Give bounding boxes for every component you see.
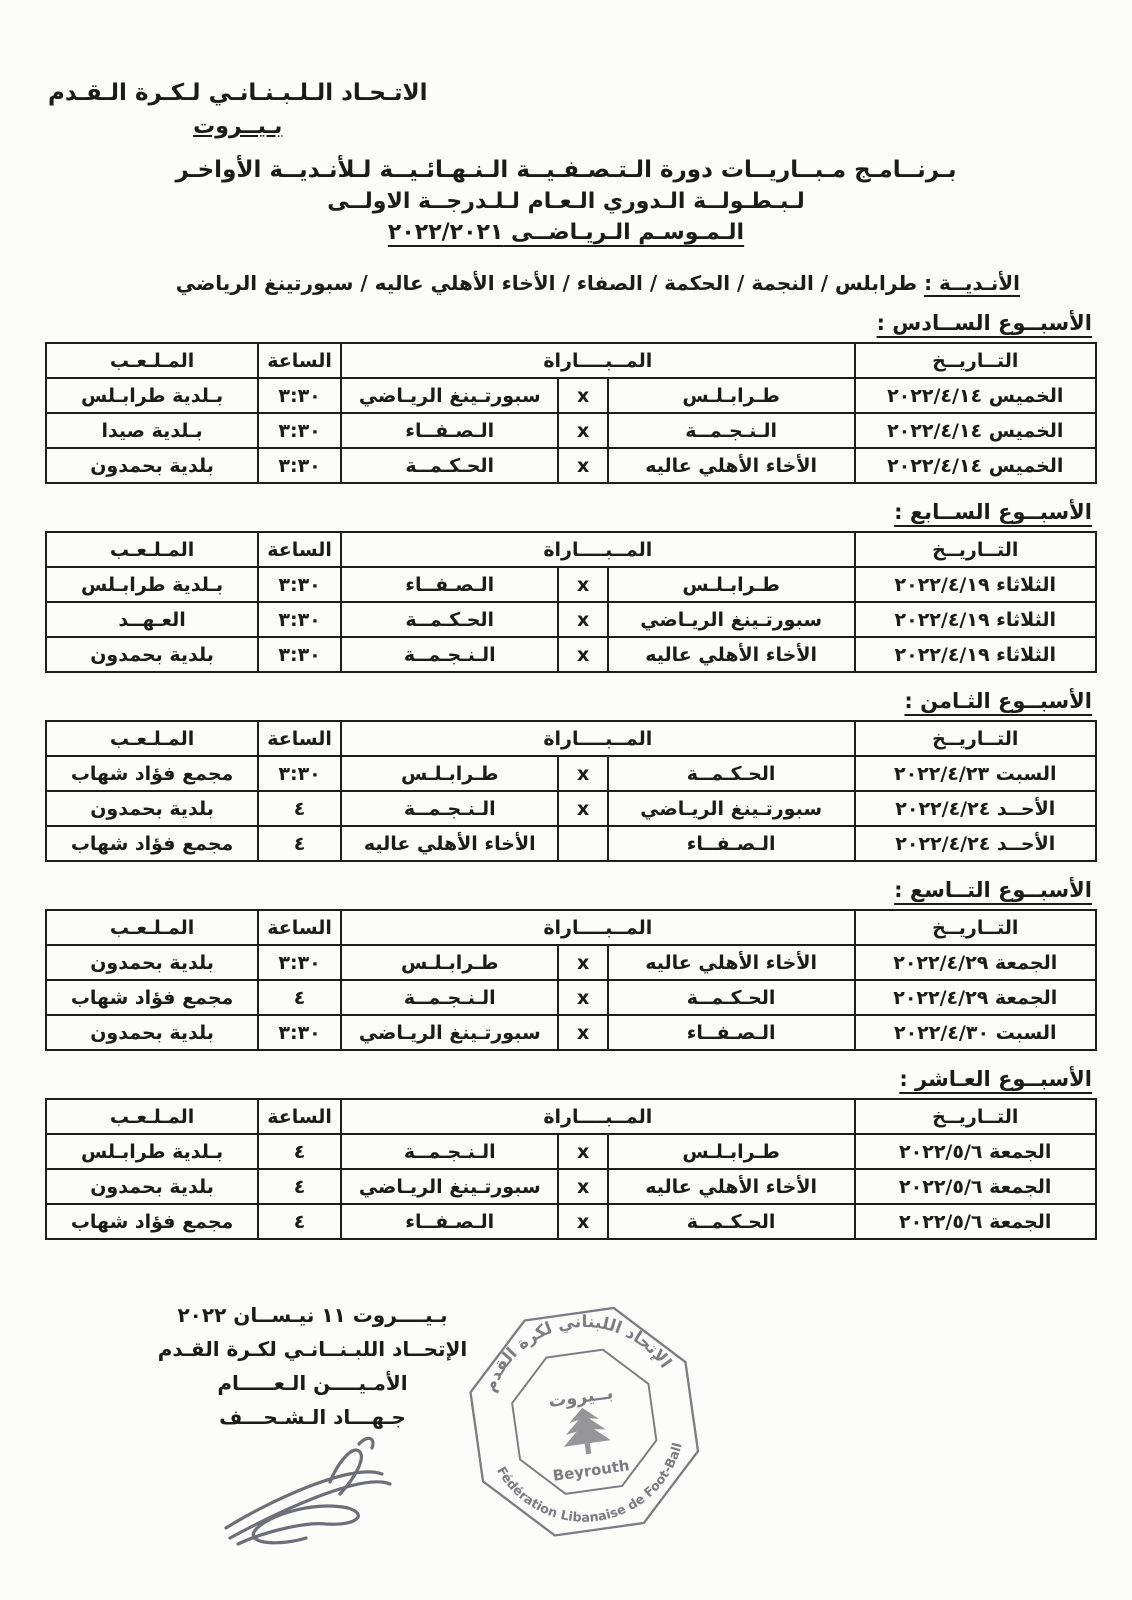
table-header-row	[46, 532, 1096, 567]
away-team-cell: سبورتـينغ الريـاضي	[341, 1169, 558, 1204]
week-section	[0, 878, 1132, 1051]
col-header-time: الساعة	[258, 532, 341, 567]
table-header-row	[46, 721, 1096, 756]
home-team-cell: الأخاء الأهلي عاليه	[608, 448, 855, 483]
title-line-3-season: الـمـوسـم الـريـاضــى ٢٠٢٢/٢٠٢١	[387, 220, 745, 245]
title-line-1: بـرنــامـج مـبــاريــات دورة الـتـصـفـيــة الـنـهـائـيــة لـلأنـديــة الأواخـر	[175, 157, 957, 183]
federation-stamp	[443, 1276, 724, 1564]
home-team-cell: الـنـجـمــة	[608, 413, 855, 448]
home-team-cell: الـصـفــاء	[608, 1015, 855, 1050]
venue-cell: بـلدية طرابـلس	[46, 1134, 258, 1169]
col-header-match: المــبــــاراة	[341, 343, 854, 378]
match-row	[46, 413, 1096, 448]
time-cell: ٤	[258, 826, 341, 861]
col-header-time: الساعة	[258, 721, 341, 756]
versus-cell: x	[558, 637, 607, 672]
time-cell: ٣:٣٠	[258, 413, 341, 448]
document-title	[0, 157, 1132, 245]
away-team-cell: الـنـجـمــة	[341, 637, 558, 672]
week-section	[0, 689, 1132, 862]
time-cell: ٣:٣٠	[258, 945, 341, 980]
col-header-date: التــاريــخ	[855, 910, 1097, 945]
time-cell: ٣:٣٠	[258, 1015, 341, 1050]
match-row	[46, 1134, 1096, 1169]
home-team-cell: طـرابـلـس	[608, 378, 855, 413]
footer-org-line: الإتحــاد اللبـنــانـي لكـرة القـدم	[157, 1337, 468, 1361]
week-heading: الأسبــوع التــاسع :	[894, 878, 1092, 902]
match-row	[46, 1015, 1096, 1050]
versus-cell: x	[558, 945, 607, 980]
time-cell: ٤	[258, 1134, 341, 1169]
date-cell: الجمعة ٢٠٢٢/٤/٢٩	[855, 945, 1097, 980]
table-header-row	[46, 910, 1096, 945]
time-cell: ٣:٣٠	[258, 448, 341, 483]
away-team-cell: سبورتـينغ الريـاضي	[341, 378, 558, 413]
footer-name-line: جـهـــاد الـشـحـــف	[219, 1405, 406, 1429]
col-header-date: التــاريــخ	[855, 1099, 1097, 1134]
stamp-ring-french: Fédération Libanaise de Foot-Ball	[494, 1441, 685, 1525]
venue-cell: بلدية بحمدون	[46, 1169, 258, 1204]
versus-cell: x	[558, 1134, 607, 1169]
stamp-ring-arabic: الإتحاد اللبناني لكرة القدم	[479, 1312, 676, 1395]
away-team-cell: الحـكـمــة	[341, 602, 558, 637]
date-cell: الخميس ٢٠٢٢/٤/١٤	[855, 413, 1097, 448]
away-team-cell: طـرابـلـس	[341, 945, 558, 980]
venue-cell: بلدية بحمدون	[46, 791, 258, 826]
col-header-time: الساعة	[258, 1099, 341, 1134]
date-cell: الجمعة ٢٠٢٢/٥/٦	[855, 1134, 1097, 1169]
date-cell: الجمعة ٢٠٢٢/٥/٦	[855, 1169, 1097, 1204]
col-header-match: المــبــــاراة	[341, 910, 854, 945]
match-row	[46, 1204, 1096, 1239]
date-cell: السبت ٢٠٢٢/٤/٢٣	[855, 756, 1097, 791]
venue-cell: مجمع فؤاد شهاب	[46, 980, 258, 1015]
date-cell: الجمعة ٢٠٢٢/٥/٦	[855, 1204, 1097, 1239]
versus-cell: x	[558, 756, 607, 791]
home-team-cell: الحـكـمــة	[608, 980, 855, 1015]
home-team-cell: الأخاء الأهلي عاليه	[608, 945, 855, 980]
date-cell: الثلاثاء ٢٠٢٢/٤/١٩	[855, 602, 1097, 637]
week-heading: الأسبــوع الســابع :	[894, 500, 1092, 524]
home-team-cell: الأخاء الأهلي عاليه	[608, 637, 855, 672]
home-team-cell: الحـكـمــة	[608, 756, 855, 791]
col-header-time: الساعة	[258, 343, 341, 378]
date-cell: السبت ٢٠٢٢/٤/٣٠	[855, 1015, 1097, 1050]
date-cell: الجمعة ٢٠٢٢/٤/٢٩	[855, 980, 1097, 1015]
versus-cell: x	[558, 980, 607, 1015]
time-cell: ٣:٣٠	[258, 756, 341, 791]
col-header-match: المــبــــاراة	[341, 721, 854, 756]
col-header-venue: المـلـعـب	[46, 1099, 258, 1134]
date-cell: الأحــد ٢٠٢٢/٤/٢٤	[855, 826, 1097, 861]
week-section	[0, 1067, 1132, 1240]
venue-cell: العـهــد	[46, 602, 258, 637]
versus-cell: x	[558, 791, 607, 826]
home-team-cell: الأخاء الأهلي عاليه	[608, 1169, 855, 1204]
clubs-list: طرابلس / النجمة / الحكمة / الصفاء / الأخاء الأهلي عاليه / سبورتينغ الرياضي	[175, 271, 918, 295]
date-cell: الخميس ٢٠٢٢/٤/١٤	[855, 378, 1097, 413]
time-cell: ٤	[258, 980, 341, 1015]
handwritten-signature	[212, 1424, 412, 1559]
match-row	[46, 1169, 1096, 1204]
venue-cell: مجمع فؤاد شهاب	[46, 756, 258, 791]
time-cell: ٤	[258, 791, 341, 826]
date-cell: الخميس ٢٠٢٢/٤/١٤	[855, 448, 1097, 483]
title-line-2: لـبـطـولــة الـدوري الـعـام لـلـدرجــة الاولــى	[327, 189, 805, 214]
away-team-cell: الـنـجـمــة	[341, 791, 558, 826]
col-header-venue: المـلـعـب	[46, 532, 258, 567]
schedule-table	[45, 531, 1097, 673]
week-heading: الأسبــوع الثـامن :	[904, 689, 1092, 713]
versus-cell: x	[558, 1204, 607, 1239]
col-header-match: المــبــــاراة	[341, 1099, 854, 1134]
away-team-cell: الـصـفــاء	[341, 1204, 558, 1239]
time-cell: ٣:٣٠	[258, 637, 341, 672]
schedule-table	[45, 720, 1097, 862]
week-heading: الأسبــوع الســادس :	[876, 311, 1092, 335]
away-team-cell: الـنـجـمــة	[341, 1134, 558, 1169]
date-cell: الثلاثاء ٢٠٢٢/٤/١٩	[855, 567, 1097, 602]
footer-role-line: الأمـيــــن الـعـــــام	[217, 1371, 408, 1395]
col-header-venue: المـلـعـب	[46, 910, 258, 945]
match-row	[46, 378, 1096, 413]
versus-cell: x	[558, 378, 607, 413]
versus-cell: x	[558, 1015, 607, 1050]
away-team-cell: الـنـجـمــة	[341, 980, 558, 1015]
match-row	[46, 945, 1096, 980]
time-cell: ٣:٣٠	[258, 602, 341, 637]
away-team-cell: سبورتـينغ الريـاضي	[341, 1015, 558, 1050]
venue-cell: بلدية بحمدون	[46, 945, 258, 980]
table-header-row	[46, 343, 1096, 378]
schedule-table	[45, 1098, 1097, 1240]
col-header-date: التــاريــخ	[855, 343, 1097, 378]
match-row	[46, 567, 1096, 602]
week-section	[0, 311, 1132, 484]
versus-cell: x	[558, 602, 607, 637]
schedule-table	[45, 342, 1097, 484]
away-team-cell: الـصـفــاء	[341, 567, 558, 602]
col-header-date: التــاريــخ	[855, 721, 1097, 756]
home-team-cell: الحـكـمــة	[608, 1204, 855, 1239]
match-row	[46, 602, 1096, 637]
col-header-venue: المـلـعـب	[46, 721, 258, 756]
versus-cell: x	[558, 1169, 607, 1204]
venue-cell: بلدية بحمدون	[46, 1015, 258, 1050]
venue-cell: بـلدية صيدا	[46, 413, 258, 448]
clubs-label: الأنـديــة :	[924, 271, 1020, 295]
venue-cell: بلدية بحمدون	[46, 448, 258, 483]
venue-cell: مجمع فؤاد شهاب	[46, 1204, 258, 1239]
col-header-match: المــبــــاراة	[341, 532, 854, 567]
date-cell: الثلاثاء ٢٠٢٢/٤/١٩	[855, 637, 1097, 672]
match-row	[46, 826, 1096, 861]
col-header-venue: المـلـعـب	[46, 343, 258, 378]
letterhead	[0, 80, 1132, 139]
away-team-cell: الـصـفــاء	[341, 413, 558, 448]
venue-cell: مجمع فؤاد شهاب	[46, 826, 258, 861]
table-header-row	[46, 1099, 1096, 1134]
footer-date-line: بـيــــروت ١١ نيـســان ٢٠٢٢	[177, 1303, 448, 1327]
stamp-city-arabic: بــيروت	[547, 1383, 615, 1413]
week-heading: الأسبــوع العـاشر :	[899, 1067, 1092, 1091]
signature-block	[140, 1298, 485, 1434]
versus-cell: x	[558, 567, 607, 602]
federation-city: بـيــروت	[193, 114, 283, 139]
date-cell: الأحــد ٢٠٢٢/٤/٢٤	[855, 791, 1097, 826]
home-team-cell: طـرابـلـس	[608, 1134, 855, 1169]
stamp-city-french: Beyrouth	[551, 1456, 631, 1485]
home-team-cell: الـصـفــاء	[608, 826, 855, 861]
venue-cell: بـلدية طرابـلس	[46, 378, 258, 413]
match-row	[46, 448, 1096, 483]
col-header-time: الساعة	[258, 910, 341, 945]
venue-cell: بـلدية طرابـلس	[46, 567, 258, 602]
time-cell: ٣:٣٠	[258, 378, 341, 413]
away-team-cell: طـرابـلـس	[341, 756, 558, 791]
schedule-table	[45, 909, 1097, 1051]
match-row	[46, 756, 1096, 791]
weeks-container	[0, 311, 1132, 1240]
match-row	[46, 980, 1096, 1015]
home-team-cell: طـرابـلـس	[608, 567, 855, 602]
week-section	[0, 500, 1132, 673]
home-team-cell: سبورتـينغ الريـاضي	[608, 602, 855, 637]
time-cell: ٤	[258, 1169, 341, 1204]
match-row	[46, 791, 1096, 826]
away-team-cell: الأخاء الأهلي عاليه	[341, 826, 558, 861]
venue-cell: بلدية بحمدون	[46, 637, 258, 672]
versus-cell: x	[558, 413, 607, 448]
col-header-date: التــاريــخ	[855, 532, 1097, 567]
match-row	[46, 637, 1096, 672]
clubs-line	[0, 271, 1132, 295]
cedar-icon	[559, 1405, 612, 1458]
home-team-cell: سبورتـينغ الريـاضي	[608, 791, 855, 826]
versus-cell: x	[558, 448, 607, 483]
versus-cell	[558, 826, 607, 861]
federation-name: الاتـحـاد الـلـبـنـانـي لـكـرة الـقـدم	[48, 80, 428, 106]
time-cell: ٣:٣٠	[258, 567, 341, 602]
away-team-cell: الحـكـمــة	[341, 448, 558, 483]
time-cell: ٤	[258, 1204, 341, 1239]
